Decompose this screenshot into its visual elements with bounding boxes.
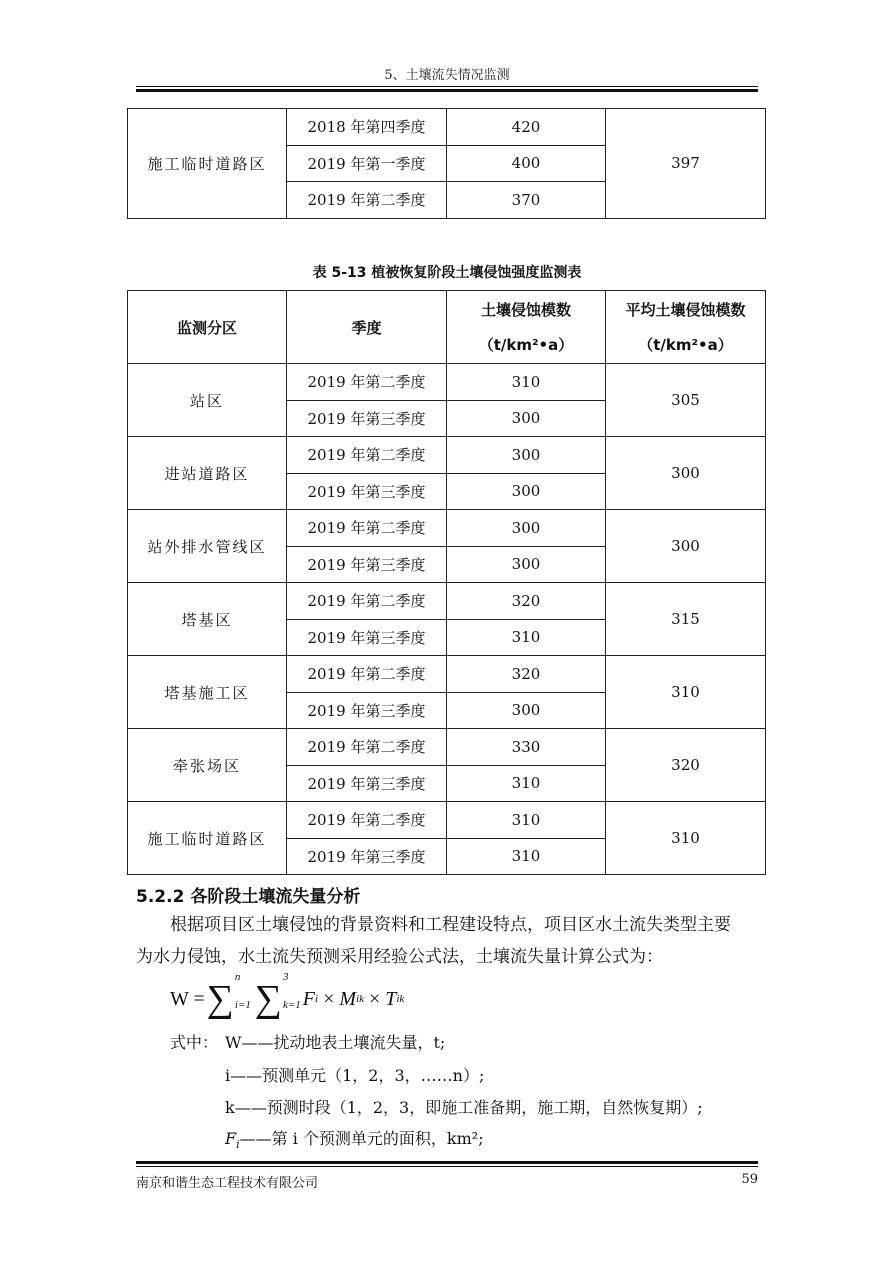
quarter-cell: 2019 年第二季度 (287, 802, 447, 839)
header-average-label: 平均土壤侵蚀模数 (625, 301, 746, 319)
erosion-formula (170, 970, 405, 1022)
quarter-cell: 2018 年第四季度 (287, 109, 447, 146)
formula-f-sub: i (315, 993, 319, 1005)
quarter-cell: 2019 年第二季度 (287, 583, 447, 620)
modulus-cell: 310 (447, 619, 606, 656)
page-number: 59 (741, 1172, 758, 1187)
header-quarter: 季度 (287, 291, 447, 364)
sum-k (254, 970, 301, 1020)
header-average-unit: （t/km²•a） (638, 336, 733, 354)
quarter-cell: 2019 年第二季度 (287, 364, 447, 401)
sum-k-upper: 3 (282, 970, 289, 983)
modulus-cell: 310 (447, 765, 606, 802)
quarter-cell: 2019 年第二季度 (287, 182, 447, 219)
modulus-cell: 370 (447, 182, 606, 219)
formula-t: T (385, 987, 397, 1010)
def-w: W——扰动地表土壤流失量，t; (225, 1033, 446, 1052)
formula-t-sub: ik (396, 993, 405, 1005)
modulus-cell: 300 (447, 546, 606, 583)
zone-cell: 站外排水管线区 (128, 510, 287, 583)
def-k: k——预测时段（1，2，3，即施工准备期，施工期，自然恢复期）; (225, 1098, 703, 1117)
modulus-cell: 420 (447, 109, 606, 146)
header-zone: 监测分区 (128, 291, 287, 364)
modulus-cell: 320 (447, 583, 606, 620)
average-cell: 320 (606, 729, 766, 802)
quarter-cell: 2019 年第三季度 (287, 546, 447, 583)
average-cell: 300 (606, 510, 766, 583)
times-symbol: × (368, 987, 381, 1010)
sigma-symbol: ∑ (206, 978, 234, 1020)
modulus-cell: 310 (447, 802, 606, 839)
modulus-cell: 300 (447, 510, 606, 547)
zone-cell: 牵张场区 (128, 729, 287, 802)
sum-i (206, 970, 251, 1020)
sum-i-limits (234, 970, 251, 1011)
formula-m: M (339, 987, 357, 1010)
footer-rule-thick (136, 1161, 758, 1164)
def-i: i——预测单元（1，2，3，……n）; (225, 1066, 485, 1085)
quarter-cell: 2019 年第三季度 (287, 765, 447, 802)
modulus-cell: 400 (447, 145, 606, 182)
continued-table (127, 108, 766, 219)
sum-i-upper: n (234, 970, 241, 983)
quarter-cell: 2019 年第三季度 (287, 400, 447, 437)
average-cell: 315 (606, 583, 766, 656)
header-average (606, 291, 766, 364)
quarter-cell: 2019 年第三季度 (287, 838, 447, 875)
average-cell: 310 (606, 802, 766, 875)
modulus-cell: 300 (447, 473, 606, 510)
zone-cell: 施工临时道路区 (128, 109, 287, 219)
footer-company: 南京和谐生态工程技术有限公司 (136, 1176, 319, 1191)
zone-cell: 塔基施工区 (128, 656, 287, 729)
quarter-cell: 2019 年第三季度 (287, 473, 447, 510)
header-rule-thick (136, 89, 758, 92)
section-title: 5.2.2 各阶段土壤流失量分析 (136, 887, 361, 907)
formula-f: F (302, 987, 315, 1010)
sum-k-lower: k=1 (282, 999, 301, 1011)
paragraph-line-1: 根据项目区土壤侵蚀的背景资料和工程建设特点，项目区水土流失类型主要 (170, 915, 731, 935)
paragraph-line-2: 为水力侵蚀，水土流失预测采用经验公式法，土壤流失量计算公式为： (136, 947, 663, 967)
quarter-cell: 2019 年第三季度 (287, 619, 447, 656)
quarter-cell: 2019 年第二季度 (287, 729, 447, 766)
modulus-cell: 330 (447, 729, 606, 766)
modulus-cell: 320 (447, 656, 606, 693)
def-f (225, 1126, 484, 1151)
modulus-cell: 310 (447, 364, 606, 401)
average-cell: 310 (606, 656, 766, 729)
sum-i-lower: i=1 (234, 999, 251, 1011)
footer-rule-thin (136, 1166, 758, 1167)
def-f-symbol: F (225, 1129, 237, 1148)
def-f-text: ——第 i 个预测单元的面积，km²; (239, 1129, 484, 1148)
modulus-cell: 300 (447, 400, 606, 437)
header-rule-thin (136, 86, 758, 87)
modulus-cell: 310 (447, 838, 606, 875)
modulus-cell: 300 (447, 437, 606, 474)
table-caption: 表 5-13 植被恢复阶段土壤侵蚀强度监测表 (312, 265, 582, 281)
quarter-cell: 2019 年第一季度 (287, 145, 447, 182)
zone-cell: 进站道路区 (128, 437, 287, 510)
defs-intro: 式中： (170, 1033, 219, 1052)
sum-k-limits (282, 970, 301, 1011)
quarter-cell: 2019 年第三季度 (287, 692, 447, 729)
formula-lhs: W = (170, 987, 205, 1010)
header-modulus-label: 土壤侵蚀模数 (480, 301, 571, 319)
page-header: 5、土壤流失情况监测 (384, 68, 510, 83)
average-cell: 397 (606, 109, 766, 219)
quarter-cell: 2019 年第二季度 (287, 510, 447, 547)
average-cell: 305 (606, 364, 766, 437)
def-f-sub: i (236, 1138, 240, 1152)
zone-cell: 施工临时道路区 (128, 802, 287, 875)
times-symbol: × (323, 987, 335, 1010)
header-modulus-unit: （t/km²•a） (478, 336, 574, 354)
zone-cell: 站区 (128, 364, 287, 437)
quarter-cell: 2019 年第二季度 (287, 656, 447, 693)
zone-cell: 塔基区 (128, 583, 287, 656)
average-cell: 300 (606, 437, 766, 510)
erosion-monitoring-table (127, 290, 766, 875)
sigma-symbol: ∑ (254, 978, 282, 1020)
quarter-cell: 2019 年第二季度 (287, 437, 447, 474)
formula-m-sub: ik (356, 993, 364, 1005)
modulus-cell: 300 (447, 692, 606, 729)
header-modulus (447, 291, 606, 364)
